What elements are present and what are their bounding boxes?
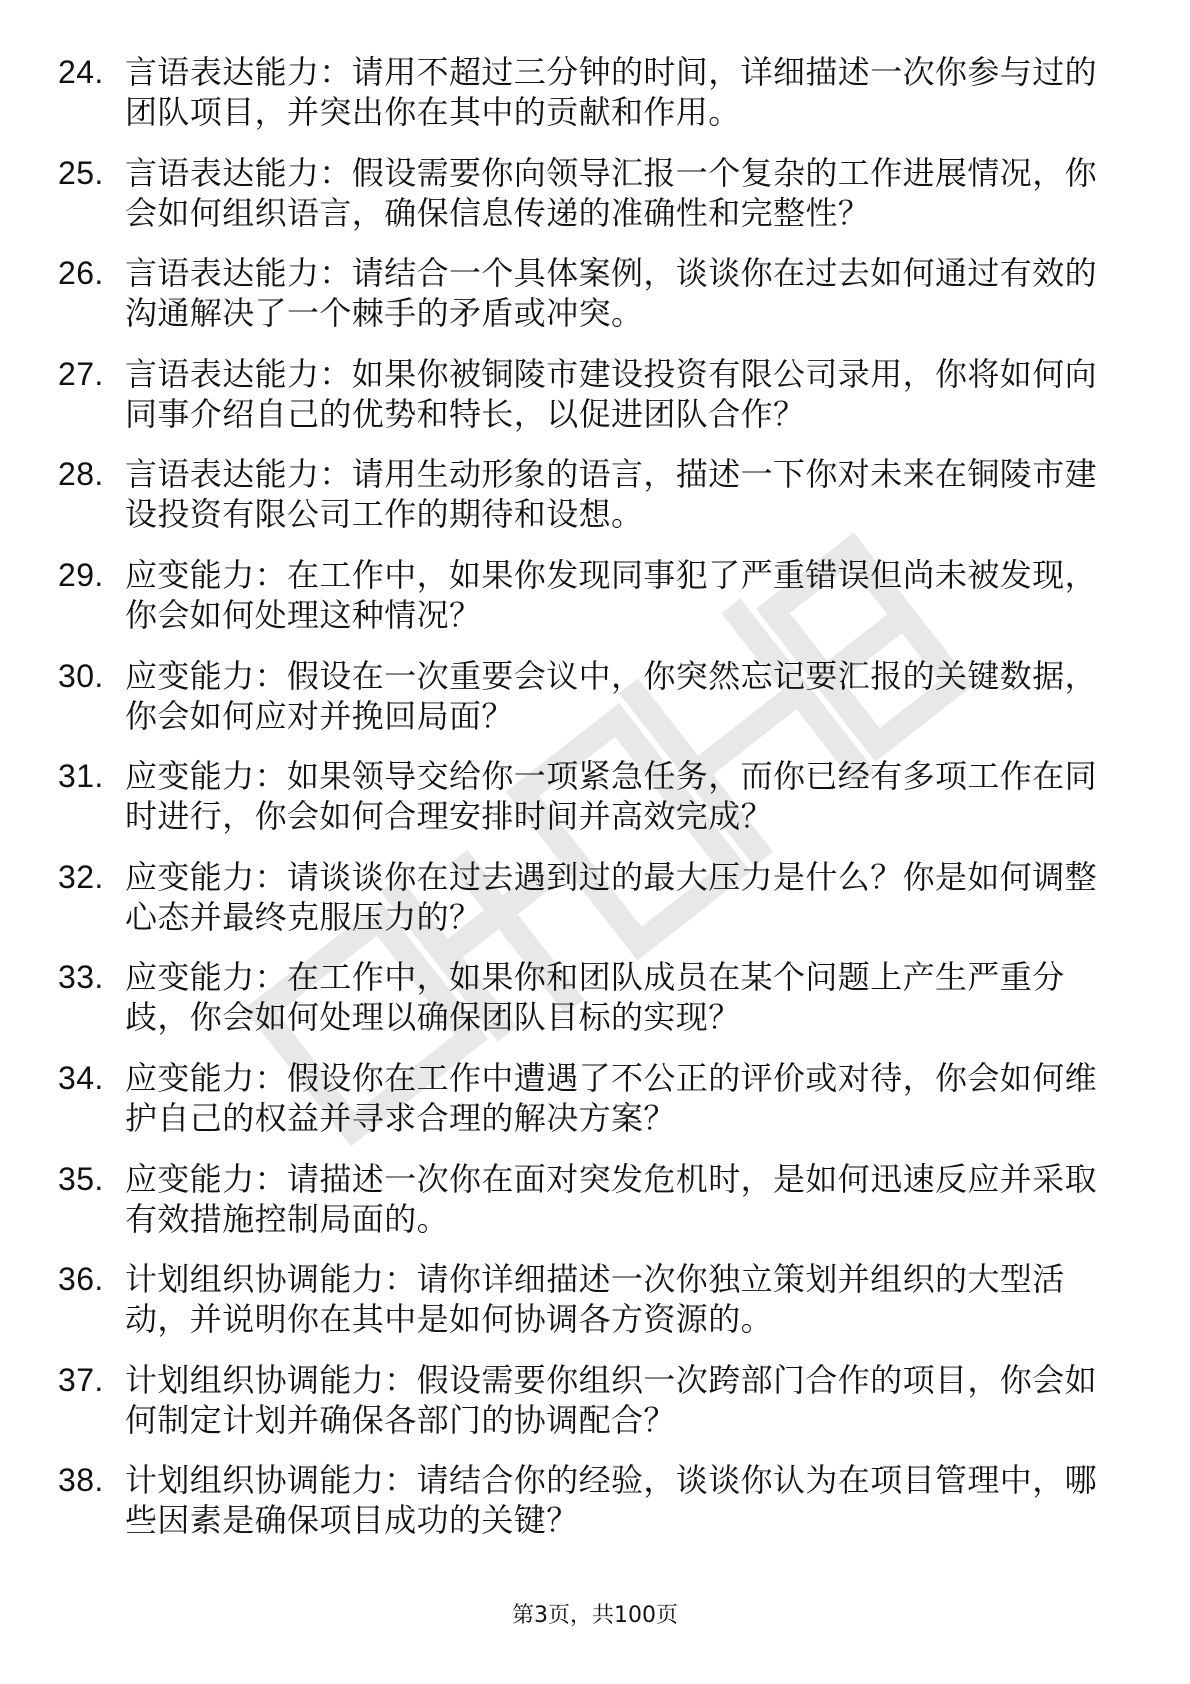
question-number: 28. <box>58 456 104 493</box>
question-number: 35. <box>58 1160 104 1197</box>
question-text: 言语表达能力：请结合一个具体案例，谈谈你在过去如何通过有效的沟通解决了一个棘手的矛盾或冲突。 <box>125 254 1098 333</box>
question-text: 言语表达能力：如果你被铜陵市建设投资有限公司录用，你将如何向同事介绍自己的优势和特长，以促进团队合作？ <box>125 354 1098 433</box>
question-number: 26. <box>58 255 104 292</box>
question-item <box>58 756 1118 836</box>
question-number: 25. <box>58 154 104 191</box>
question-item <box>58 253 1118 333</box>
question-number: 29. <box>58 556 104 593</box>
question-item <box>58 454 1118 534</box>
question-text: 应变能力：请谈谈你在过去遇到过的最大压力是什么？你是如何调整心态并最终克服压力的？ <box>125 857 1098 936</box>
question-text: 应变能力：在工作中，如果你和团队成员在某个问题上产生严重分歧，你会如何处理以确保团队目标的实现？ <box>125 958 1065 1037</box>
question-text: 应变能力：请描述一次你在面对突发危机时，是如何迅速反应并采取有效措施控制局面的。 <box>125 1159 1098 1238</box>
question-item <box>58 52 1118 132</box>
question-text: 应变能力：在工作中，如果你发现同事犯了严重错误但尚未被发现，你会如何处理这种情况？ <box>125 555 1098 634</box>
question-item <box>58 1360 1118 1440</box>
question-text: 计划组织协调能力：请你详细描述一次你独立策划并组织的大型活动，并说明你在其中是如何协调各方资源的。 <box>125 1260 1065 1339</box>
question-item <box>58 1460 1118 1540</box>
question-number: 27. <box>58 355 104 392</box>
question-text: 应变能力：假设在一次重要会议中，你突然忘记要汇报的关键数据，你会如何应对并挽回局面？ <box>125 656 1098 735</box>
question-text: 言语表达能力：请用不超过三分钟的时间，详细描述一次你参与过的团队项目，并突出你在其中的贡献和作用。 <box>125 53 1098 131</box>
question-text: 应变能力：如果领导交给你一项紧急任务，而你已经有多项工作在同时进行，你会如何合理安排时间并高效完成？ <box>125 757 1098 836</box>
question-item <box>58 153 1118 233</box>
question-item <box>58 957 1118 1037</box>
question-text: 言语表达能力：假设需要你向领导汇报一个复杂的工作进展情况，你会如何组织语言，确保信息传递的准确性和完整性？ <box>125 153 1098 232</box>
question-list <box>58 52 1118 1561</box>
question-number: 30. <box>58 657 104 694</box>
question-number: 24. <box>58 54 104 90</box>
page-number-footer: 第3页，共100页 <box>512 1603 678 1628</box>
question-number: 32. <box>58 858 104 895</box>
question-number: 36. <box>58 1261 104 1298</box>
question-item <box>58 1259 1118 1339</box>
question-item <box>58 1058 1118 1138</box>
question-item <box>58 1159 1118 1239</box>
question-item <box>58 857 1118 937</box>
question-text: 应变能力：假设你在工作中遭遇了不公正的评价或对待，你会如何维护自己的权益并寻求合理的解决方案？ <box>125 1058 1098 1137</box>
question-number: 33. <box>58 959 104 996</box>
question-number: 34. <box>58 1059 104 1096</box>
question-text: 言语表达能力：请用生动形象的语言，描述一下你对未来在铜陵市建设投资有限公司工作的期待和设想。 <box>125 455 1098 534</box>
question-text: 计划组织协调能力：假设需要你组织一次跨部门合作的项目，你会如何制定计划并确保各部门的协调配合？ <box>125 1360 1098 1439</box>
question-text: 计划组织协调能力：请结合你的经验，谈谈你认为在项目管理中，哪些因素是确保项目成功的关键？ <box>125 1461 1098 1540</box>
question-item <box>58 555 1118 635</box>
question-item <box>58 354 1118 434</box>
question-number: 37. <box>58 1361 104 1398</box>
question-item <box>58 656 1118 736</box>
question-number: 31. <box>58 758 104 795</box>
question-number: 38. <box>58 1462 104 1499</box>
